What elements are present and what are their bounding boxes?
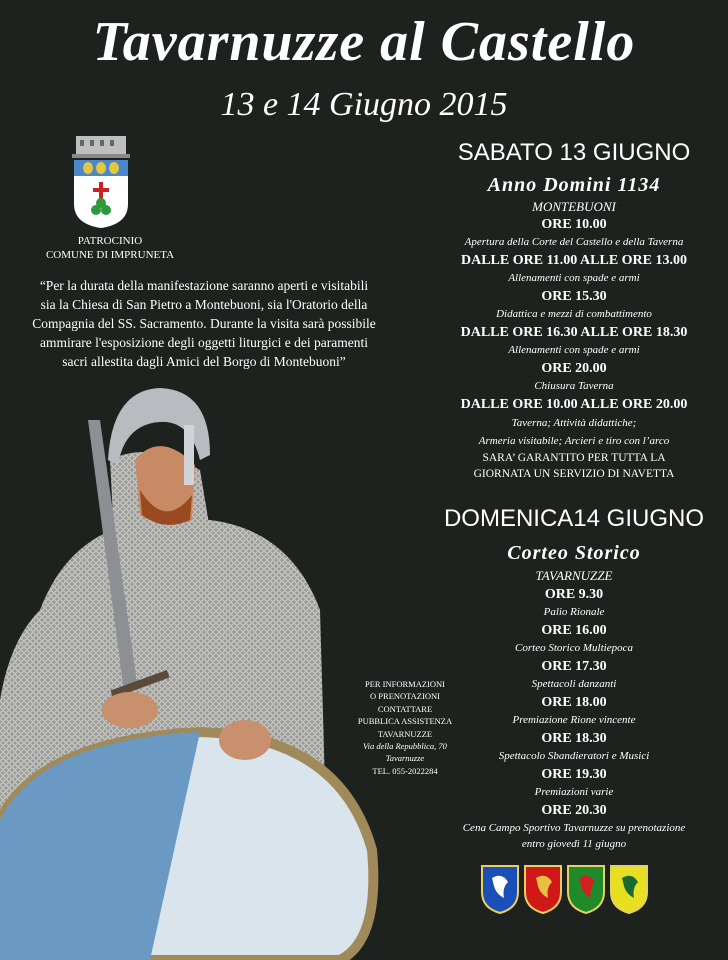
- schedule-desc: Allenamenti con spade e armi: [508, 344, 640, 356]
- schedule-time: ORE 15.30: [541, 289, 607, 304]
- schedule-time: ORE 18.00: [541, 695, 607, 710]
- shuttle-note: SARA’ GARANTITO PER TUTTA LA: [482, 452, 666, 464]
- poster-title: Tavarnuzze al Castello: [92, 11, 636, 73]
- sunday-heading: DOMENICA14 GIUGNO: [443, 505, 705, 532]
- patronage-label: PATROCINIO: [77, 235, 143, 247]
- quote-line: “Per la durata della manifestazione saranno aperti e visitabili: [39, 278, 369, 293]
- schedule-desc: Palio Rionale: [543, 606, 605, 618]
- event-dates: 13 e 14 Giugno 2015: [220, 86, 508, 123]
- schedule-desc: Spettacoli danzanti: [531, 678, 617, 690]
- sunday-place: TAVARNUZZE: [535, 568, 613, 583]
- saturday-place: MONTEBUONI: [532, 199, 616, 214]
- patronage-text: [40, 234, 180, 262]
- schedule-time: DALLE ORE 10.00 ALLE ORE 20.00: [460, 397, 688, 412]
- sunday-theme: Corteo Storico: [507, 542, 641, 564]
- shuttle-note: GIORNATA UN SERVIZIO DI NAVETTA: [473, 468, 675, 480]
- schedule-desc: Premiazioni varie: [534, 786, 614, 798]
- saturday-program: [420, 138, 728, 482]
- schedule-time: ORE 20.00: [541, 361, 607, 376]
- schedule-desc: Spettacolo Sbandieratori e Musici: [498, 750, 650, 762]
- rione-shield-red-icon: [525, 866, 561, 913]
- impruneta-crest-icon: [70, 134, 132, 230]
- saturday-heading: SABATO 13 GIUGNO: [457, 139, 691, 166]
- schedule-desc: Taverna; Attività didattiche;: [511, 417, 637, 429]
- schedule-desc: Corteo Storico Multiepoca: [515, 642, 633, 654]
- schedule-time: ORE 9.30: [544, 587, 604, 602]
- knight-photo: [0, 380, 380, 960]
- schedule-desc: entro giovedì 11 giugno: [521, 838, 627, 850]
- info-line: CONTATTARE: [377, 703, 433, 714]
- quote-line: sacri allestita dagli Amici del Borgo di Montebuoni”: [62, 354, 346, 369]
- schedule-desc: Cena Campo Sportivo Tavarnuzze su prenotazione: [462, 822, 686, 834]
- schedule-time: DALLE ORE 16.30 ALLE ORE 18.30: [460, 325, 688, 340]
- info-line: TAVARNUZZE: [377, 728, 433, 739]
- schedule-desc: Didattica e mezzi di combattimento: [496, 308, 652, 320]
- info-line: PER INFORMAZIONI: [364, 679, 446, 689]
- schedule-desc: Chiusura Taverna: [534, 380, 614, 392]
- schedule-desc: Armeria visitabile; Arcieri e tiro con l’arco: [478, 435, 670, 447]
- sunday-program: [420, 503, 728, 852]
- info-line: O PRENOTAZIONI: [370, 691, 440, 702]
- patronage-comune: COMUNE DI IMPRUNETA: [45, 249, 175, 261]
- visit-quote: [14, 276, 394, 371]
- schedule-time: ORE 17.30: [541, 659, 607, 674]
- quote-line: ammirare l'esposizione degli oggetti liturgici e dei paramenti: [40, 335, 368, 350]
- rione-shield-yellow-icon: [611, 866, 647, 913]
- quote-line: Compagnia del SS. Sacramento. Durante la visita sarà possibile: [32, 316, 376, 331]
- rione-shield-blue-icon: [482, 866, 518, 913]
- schedule-time: ORE 18.30: [541, 731, 607, 746]
- info-phone: TEL. 055-2022284: [372, 765, 438, 776]
- info-town: Tavarnuzze: [385, 753, 425, 764]
- schedule-desc: Apertura della Corte del Castello e della Taverna: [464, 236, 684, 248]
- schedule-time: ORE 10.00: [541, 217, 607, 232]
- schedule-time: ORE 20.30: [541, 803, 607, 818]
- schedule-time: ORE 19.30: [541, 767, 607, 782]
- info-line: PUBBLICA ASSISTENZA: [357, 716, 453, 727]
- schedule-desc: Premiazione Rione vincente: [512, 714, 636, 726]
- saturday-theme: Anno Domini 1134: [487, 174, 661, 196]
- schedule-desc: Allenamenti con spade e armi: [508, 272, 640, 284]
- schedule-time: DALLE ORE 11.00 ALLE ORE 13.00: [461, 253, 687, 268]
- schedule-time: ORE 16.00: [541, 623, 607, 638]
- rione-shield-green-icon: [568, 866, 604, 913]
- info-address: Via della Repubblica, 70: [363, 741, 447, 752]
- rione-shields: [480, 864, 650, 914]
- quote-line: sia la Chiesa di San Pietro a Montebuoni, sia l'Oratorio della: [40, 297, 368, 312]
